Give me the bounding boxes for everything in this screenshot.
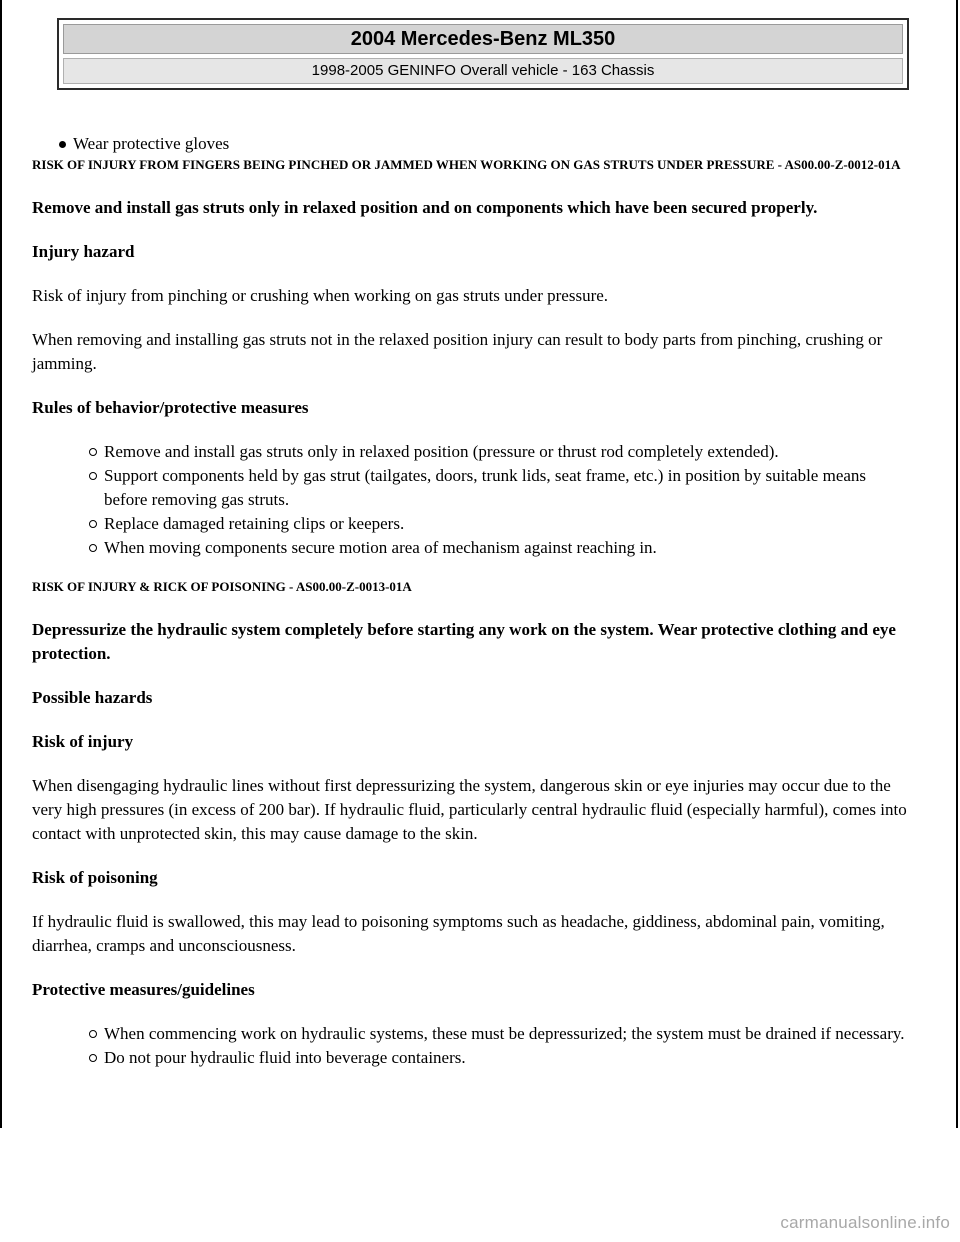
injury-hazard-text: Risk of injury from pinching or crushing when working on gas struts under pressure. xyxy=(32,286,609,305)
instruction-gas-struts: Remove and install gas struts only in relaxed position and on components which have been secured properly. xyxy=(32,198,818,217)
injury-hazard-detail: When removing and installing gas struts not in the relaxed position injury can result to body parts from pinching, crushing or jamming. xyxy=(32,330,883,373)
header-subtitle: 1998-2005 GENINFO Overall vehicle - 163 Chassis xyxy=(63,58,903,84)
circle-bullet-icon xyxy=(89,1030,97,1038)
circle-bullet-icon xyxy=(89,520,97,528)
circle-bullet-icon xyxy=(89,448,97,456)
rules-title: Rules of behavior/protective measures xyxy=(32,398,309,417)
header-title: 2004 Mercedes-Benz ML350 xyxy=(63,24,903,54)
circle-bullet-icon xyxy=(89,472,97,480)
document-header xyxy=(57,18,909,90)
list-item: When commencing work on hydraulic systems, these must be depressurized; the system must be drained if necessary. xyxy=(32,1022,912,1046)
risk-of-injury-text: When disengaging hydraulic lines without first depressurizing the system, dangerous skin or eye injuries may occur due to the very high pressures (in excess of 200 bar). If hydraulic fluid, particularly central hydraulic fluid (especially harmful), comes into contact with unprotected skin, this may cause damage to the skin. xyxy=(32,776,907,843)
risk-of-injury-title: Risk of injury xyxy=(32,732,134,751)
risk-of-poisoning-title: Risk of poisoning xyxy=(32,868,158,887)
section-heading-poisoning: RISK OF INJURY & RICK OF POISONING - AS00.00-Z-0013-01A xyxy=(32,579,412,594)
protective-measures-title: Protective measures/guidelines xyxy=(32,980,255,999)
possible-hazards-title: Possible hazards xyxy=(32,688,153,707)
bullet-item xyxy=(32,132,912,156)
list-item: Do not pour hydraulic fluid into beverage containers. xyxy=(32,1046,912,1070)
rules-list xyxy=(32,440,912,560)
instruction-hydraulic: Depressurize the hydraulic system completely before starting any work on the system. Wear protective clothing and eye protection. xyxy=(32,620,896,663)
injury-hazard-title: Injury hazard xyxy=(32,242,135,261)
watermark: carmanualsonline.info xyxy=(780,1213,950,1232)
bullet-text: Wear protective gloves xyxy=(73,134,230,153)
measures-list xyxy=(32,1022,912,1070)
section-heading-gas-struts: RISK OF INJURY FROM FINGERS BEING PINCHED OR JAMMED WHEN WORKING ON GAS STRUTS UNDER PRESSURE - AS00.00-Z-0012-01A xyxy=(32,157,901,172)
list-item: Replace damaged retaining clips or keepers. xyxy=(32,512,912,536)
list-item: Remove and install gas struts only in relaxed position (pressure or thrust rod completely extended). xyxy=(32,440,912,464)
risk-of-poisoning-text: If hydraulic fluid is swallowed, this may lead to poisoning symptoms such as headache, giddiness, abdominal pain, vomiting, diarrhea, cramps and unconsciousness. xyxy=(32,912,885,955)
circle-bullet-icon xyxy=(89,1054,97,1062)
bullet-dot-icon xyxy=(59,141,66,148)
list-item: When moving components secure motion area of mechanism against reaching in. xyxy=(32,536,912,560)
document-body xyxy=(32,132,912,1088)
list-item: Support components held by gas strut (tailgates, doors, trunk lids, seat frame, etc.) in position by suitable means before removing gas struts. xyxy=(32,464,912,512)
circle-bullet-icon xyxy=(89,544,97,552)
